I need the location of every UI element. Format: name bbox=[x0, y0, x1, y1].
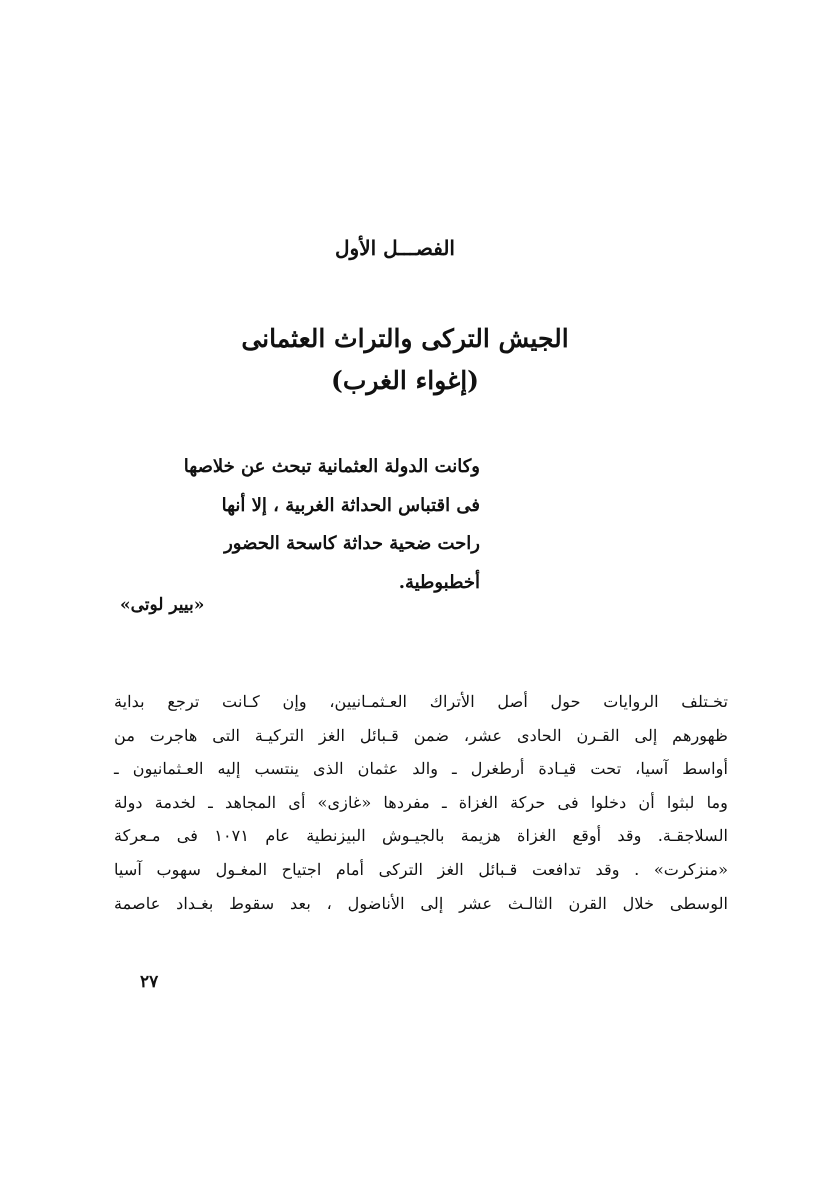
epigraph-line: فى اقتباس الحداثة الغربية ، إلا أنها bbox=[221, 494, 480, 516]
body-line: وما لبثوا أن دخلوا فى حركة الغزاة ـ مفردها «غازى» أى المجاهد ـ لخدمة دولة bbox=[114, 792, 728, 812]
chapter-title: الجيش التركى والتراث العثمانى bbox=[241, 324, 569, 353]
chapter-title-block bbox=[200, 318, 610, 402]
page-number: ٢٧ bbox=[140, 972, 159, 992]
body-line: أواسط آسيا، تحت قيـادة أرطغرل ـ والد عثمان الذى ينتسب إليه العـثمانيون ـ bbox=[114, 759, 728, 779]
body-line: السلاجقـة. وقد أوقع الغزاة هزيمة بالجيـوش البيزنطية عام ١٠٧١ فى مـعركة bbox=[114, 826, 728, 846]
epigraph-quote bbox=[140, 448, 480, 602]
body-line: ظهورهم إلى القـرن الحادى عشر، ضمن قـبائل الغز التركيـة التى هاجرت من bbox=[114, 725, 728, 745]
body-line: الوسطى خلال القرن الثالـث عشر إلى الأناضول ، بعد سقوط بغـداد عاصمة bbox=[114, 893, 728, 913]
body-line: تخـتلف الروايات حول أصل الأتراك العـثمـانيين، وإن كـانت ترجع بداية bbox=[114, 692, 728, 711]
epigraph-attribution: «بيير لوتى» bbox=[120, 595, 205, 615]
chapter-label: الفصـــل الأول bbox=[335, 236, 455, 260]
body-paragraph bbox=[114, 685, 728, 920]
epigraph-line: راحت ضحية حداثة كاسحة الحضور bbox=[224, 533, 480, 554]
body-line: «منزكرت» . وقد تدافعت قـبائل الغز التركى أمام اجتياح المغـول سهوب آسيا bbox=[114, 859, 728, 879]
epigraph-line: أخطبوطية. bbox=[398, 571, 480, 593]
chapter-subtitle: (إغواء الغرب) bbox=[331, 366, 479, 395]
epigraph-line: وكانت الدولة العثمانية تبحث عن خلاصها bbox=[183, 456, 480, 477]
